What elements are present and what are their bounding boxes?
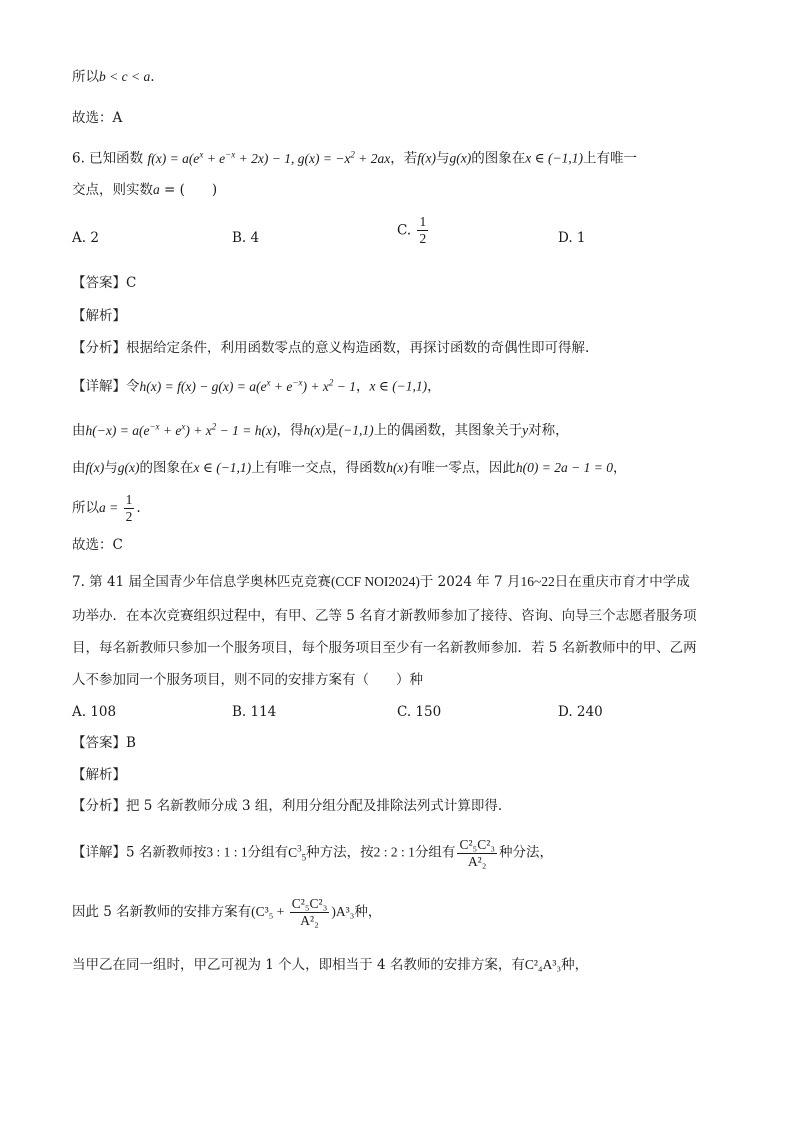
answer-6: 【答案】C (72, 275, 137, 291)
text: 所以 (72, 500, 99, 516)
text: 16~22 (520, 574, 555, 589)
text: 与 (104, 460, 118, 476)
text: 种方法，按 (306, 844, 374, 861)
text: 由 (72, 422, 86, 439)
math-f-def: $f(x) = a(e^x + e^{-x} + 2x) - 1$, $g(x) = -x^2 + 2ax$ (147, 149, 391, 166)
text: 种， (561, 957, 589, 973)
text: ， (427, 378, 441, 395)
analysis-heading-7: 【解析】 (72, 767, 126, 783)
text: ，得 (276, 422, 304, 439)
option-a: A. 108 (72, 704, 117, 720)
text: 于 2024 年 7 月 (419, 574, 521, 590)
math: f(x) (417, 150, 436, 166)
math-inequality: b < c < a (99, 69, 151, 84)
text: 是 (325, 422, 339, 439)
text: 当甲乙在同一组时，甲乙可视为 1 个人，即相当于 4 名教师的安排方案，有 (72, 957, 525, 973)
math: y (522, 422, 529, 438)
detail-6-line-2 (72, 416, 569, 441)
math: h(x) (386, 460, 408, 475)
math: (−1,1) (338, 422, 374, 438)
text: (CCF NOI2024) (330, 574, 420, 589)
detail-6-line-3 (72, 458, 627, 478)
text: 对称， (528, 422, 569, 439)
fraction: $\frac{\text{C²₅C²₃}}{\text{A²₂}}$ (459, 836, 495, 869)
option-b: B. 114 (232, 704, 277, 720)
text: . (136, 500, 141, 516)
math: a (153, 182, 160, 197)
text: 由 (72, 460, 86, 476)
option-d: D. 240 (558, 704, 603, 720)
analysis-7: 【分析】把 5 名新教师分成 3 组，利用分组分配及排除法列式计算即得. (72, 798, 503, 814)
fraction: $\frac{1}{2}$ (125, 492, 133, 524)
detail-7-line-1 (72, 828, 553, 877)
math-h-def: $h(x) = f(x) - g(x) = a(e^x + e^{-x}) + x^2 - 1$ (139, 377, 356, 394)
conclusion-line (72, 67, 155, 87)
question-7-line-1 (72, 572, 690, 592)
text: 分组有 (414, 844, 456, 861)
answer-select-5: 故选：A (72, 110, 123, 126)
text: = ( ) (159, 182, 218, 198)
question-6-line-2 (72, 180, 217, 200)
math-combination: $C^3_5$ (288, 843, 307, 863)
question-7-line-3: 目，每名新教师只参加一个服务项目，每个服务项目至少有一名新教师参加．若 5 名新教师中的甲、乙两 (72, 640, 697, 656)
text: 因此 5 名新教师的安排方案有 (72, 904, 252, 920)
math: )A³₃ (331, 904, 355, 919)
text: 种， (354, 904, 382, 920)
text: 上有唯一 (582, 150, 637, 167)
analysis-heading-6: 【解析】 (72, 308, 126, 324)
detail-6-line-1 (72, 372, 441, 397)
question-6-line-1 (72, 144, 637, 169)
math: 3 : 1 : 1 (206, 844, 248, 860)
math: h(0) = 2a − 1 = 0 (515, 460, 613, 475)
math-h-even: $h(-x) = a(e^{-x} + e^x) + x^2 - 1 = h(x)$ (85, 421, 277, 438)
math: C²₄A³₃ (524, 957, 562, 972)
math: g(x) (117, 460, 140, 475)
math: g(x) (449, 150, 472, 166)
text: 交点，则实数 (72, 182, 153, 198)
math: a = (99, 500, 122, 515)
detail-7-line-3 (72, 955, 588, 975)
text: ，若 (390, 150, 418, 167)
option-c: C. $\frac{1}{2}$ (397, 214, 427, 246)
fraction: $\frac{\text{C²₅C²₃}}{\text{A²₂}}$ (291, 896, 328, 928)
text: 的图象在 (471, 150, 526, 167)
text: . (150, 69, 155, 85)
answer-7: 【答案】B (72, 735, 136, 751)
detail-7-line-2 (72, 892, 381, 932)
math: x ∈ (−1,1) (369, 378, 428, 394)
text: 种分法， (498, 844, 553, 861)
math: x ∈ (−1,1) (525, 150, 583, 166)
option-b: B. 4 (232, 230, 260, 246)
math: (C³₅ + (251, 904, 288, 919)
detail-6-line-4 (72, 490, 141, 526)
option-a: A. 2 (72, 230, 99, 246)
text: ， (613, 460, 627, 476)
question-7-line-4: 人不参加同一个服务项目，则不同的安排方案有（ ）种 (72, 672, 423, 688)
option-c: C. 150 (397, 704, 442, 720)
text: 上的偶函数，其图象关于 (373, 422, 523, 439)
text: 【详解】令 (72, 378, 140, 395)
text: 的图象在 (139, 460, 194, 476)
fraction: $\frac{1}{2}$ (419, 214, 427, 246)
analysis-6: 【分析】根据给定条件，利用函数零点的意义构造函数，再探讨函数的奇偶性即可得解. (72, 340, 590, 356)
text: 7. 第 41 届全国青少年信息学奥林匹克竞赛 (72, 574, 331, 590)
answer-select-6: 故选：C (72, 537, 123, 553)
math: 2 : 2 : 1 (373, 844, 415, 860)
text: 有唯一零点，因此 (407, 460, 516, 476)
text: 所以 (72, 69, 99, 85)
text: 分组有 (247, 844, 289, 861)
text: 与 (436, 150, 450, 167)
math: f(x) (85, 460, 105, 475)
text: 【详解】5 名新教师按 (72, 844, 207, 861)
text: 上有唯一交点，得函数 (251, 460, 387, 476)
q-number: 6. 已知函数 (72, 150, 144, 167)
math: x ∈ (−1,1) (193, 460, 252, 475)
text: ， (355, 378, 370, 395)
option-d: D. 1 (558, 230, 586, 246)
text: 日在重庆市育才中学成 (554, 574, 690, 590)
math: h(x) (303, 422, 326, 438)
question-7-line-2: 功举办．在本次竞赛组织过程中，有甲、乙等 5 名育才新教师参加了接待、咨询、向导三个志愿者服务项 (72, 608, 697, 624)
